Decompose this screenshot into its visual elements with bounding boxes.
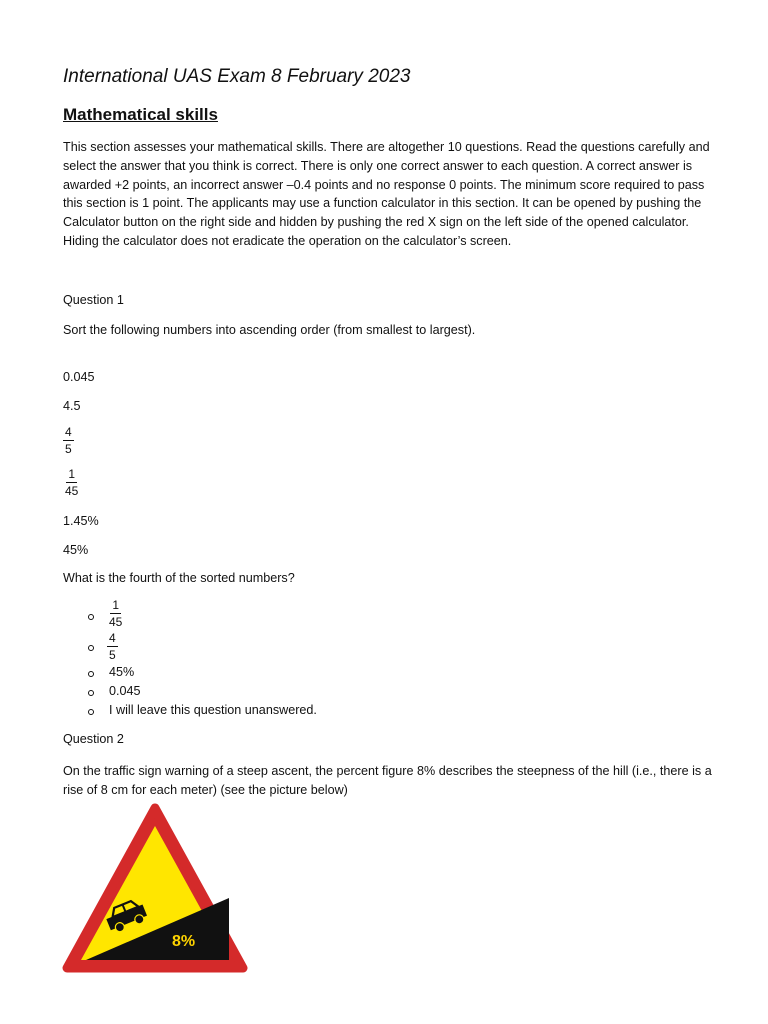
option-2-fraction[interactable] — [86, 631, 126, 663]
fraction-denominator: 5 — [109, 648, 116, 662]
section-heading: Mathematical skills — [63, 105, 218, 124]
option-label: I will leave this question unanswered. — [109, 703, 317, 717]
option-4[interactable] — [86, 684, 346, 702]
document-title: International UAS Exam 8 February 2023 — [63, 66, 411, 87]
radio-option-icon[interactable] — [88, 645, 94, 651]
fraction-denominator: 45 — [65, 484, 79, 498]
option-label: 0.045 — [109, 684, 141, 698]
question-2-prompt: On the traffic sign warning of a steep ascent, the percent figure 8% describes the steepness of the hill (i.e., there is a rise of 8 cm for each meter) (see the picture below) — [63, 764, 712, 797]
fraction-denominator: 5 — [65, 442, 72, 456]
question-1-label: Question 1 — [63, 293, 124, 307]
number-item: 4.5 — [63, 399, 81, 413]
fraction-item — [63, 425, 74, 456]
fraction-item — [63, 467, 80, 498]
steep-ascent-sign-icon — [60, 800, 250, 975]
radio-option-icon[interactable] — [88, 709, 94, 715]
fraction-numerator: 4 — [65, 425, 72, 439]
sub-question: What is the fourth of the sorted numbers? — [63, 571, 295, 585]
fraction-numerator: 1 — [112, 598, 120, 612]
option-1-fraction[interactable] — [86, 597, 126, 631]
option-fraction — [107, 598, 124, 629]
number-item: 1.45% — [63, 514, 99, 528]
fraction-denominator: 45 — [109, 615, 123, 629]
option-fraction — [107, 631, 118, 662]
fraction-numerator: 1 — [68, 467, 76, 481]
sign-percent-label: 8% — [172, 933, 196, 950]
number-item: 45% — [63, 543, 89, 557]
option-label: 45% — [109, 665, 135, 679]
radio-option-icon[interactable] — [88, 690, 94, 696]
intro-paragraph: This section assesses your mathematical skills. There are altogether 10 questions. Read the questions carefully and select the answer that you think is correct. There is only one correct answer to each question. A correct answer is awarded +2 points, an incorrect answer –0.4 points and no response 0 points. The minimum score required to pass this section is 1 point. The applicants may use a function calculator in this section. It can be opened by pushing the Calculator button on the right side and hidden by pushing the red X sign on the left side of the opened calculator. Hiding the calculator does not eradicate the operation on the calculator’s screen. — [63, 140, 710, 248]
number-item: 0.045 — [63, 370, 95, 384]
fraction-numerator: 4 — [109, 631, 116, 645]
option-3[interactable] — [86, 665, 346, 683]
question-1-prompt: Sort the following numbers into ascending order (from smallest to largest). — [63, 323, 476, 337]
radio-option-icon[interactable] — [88, 671, 94, 677]
answer-options — [86, 597, 386, 719]
radio-option-icon[interactable] — [88, 614, 94, 620]
question-2-label: Question 2 — [63, 732, 124, 746]
option-5[interactable] — [86, 703, 376, 721]
